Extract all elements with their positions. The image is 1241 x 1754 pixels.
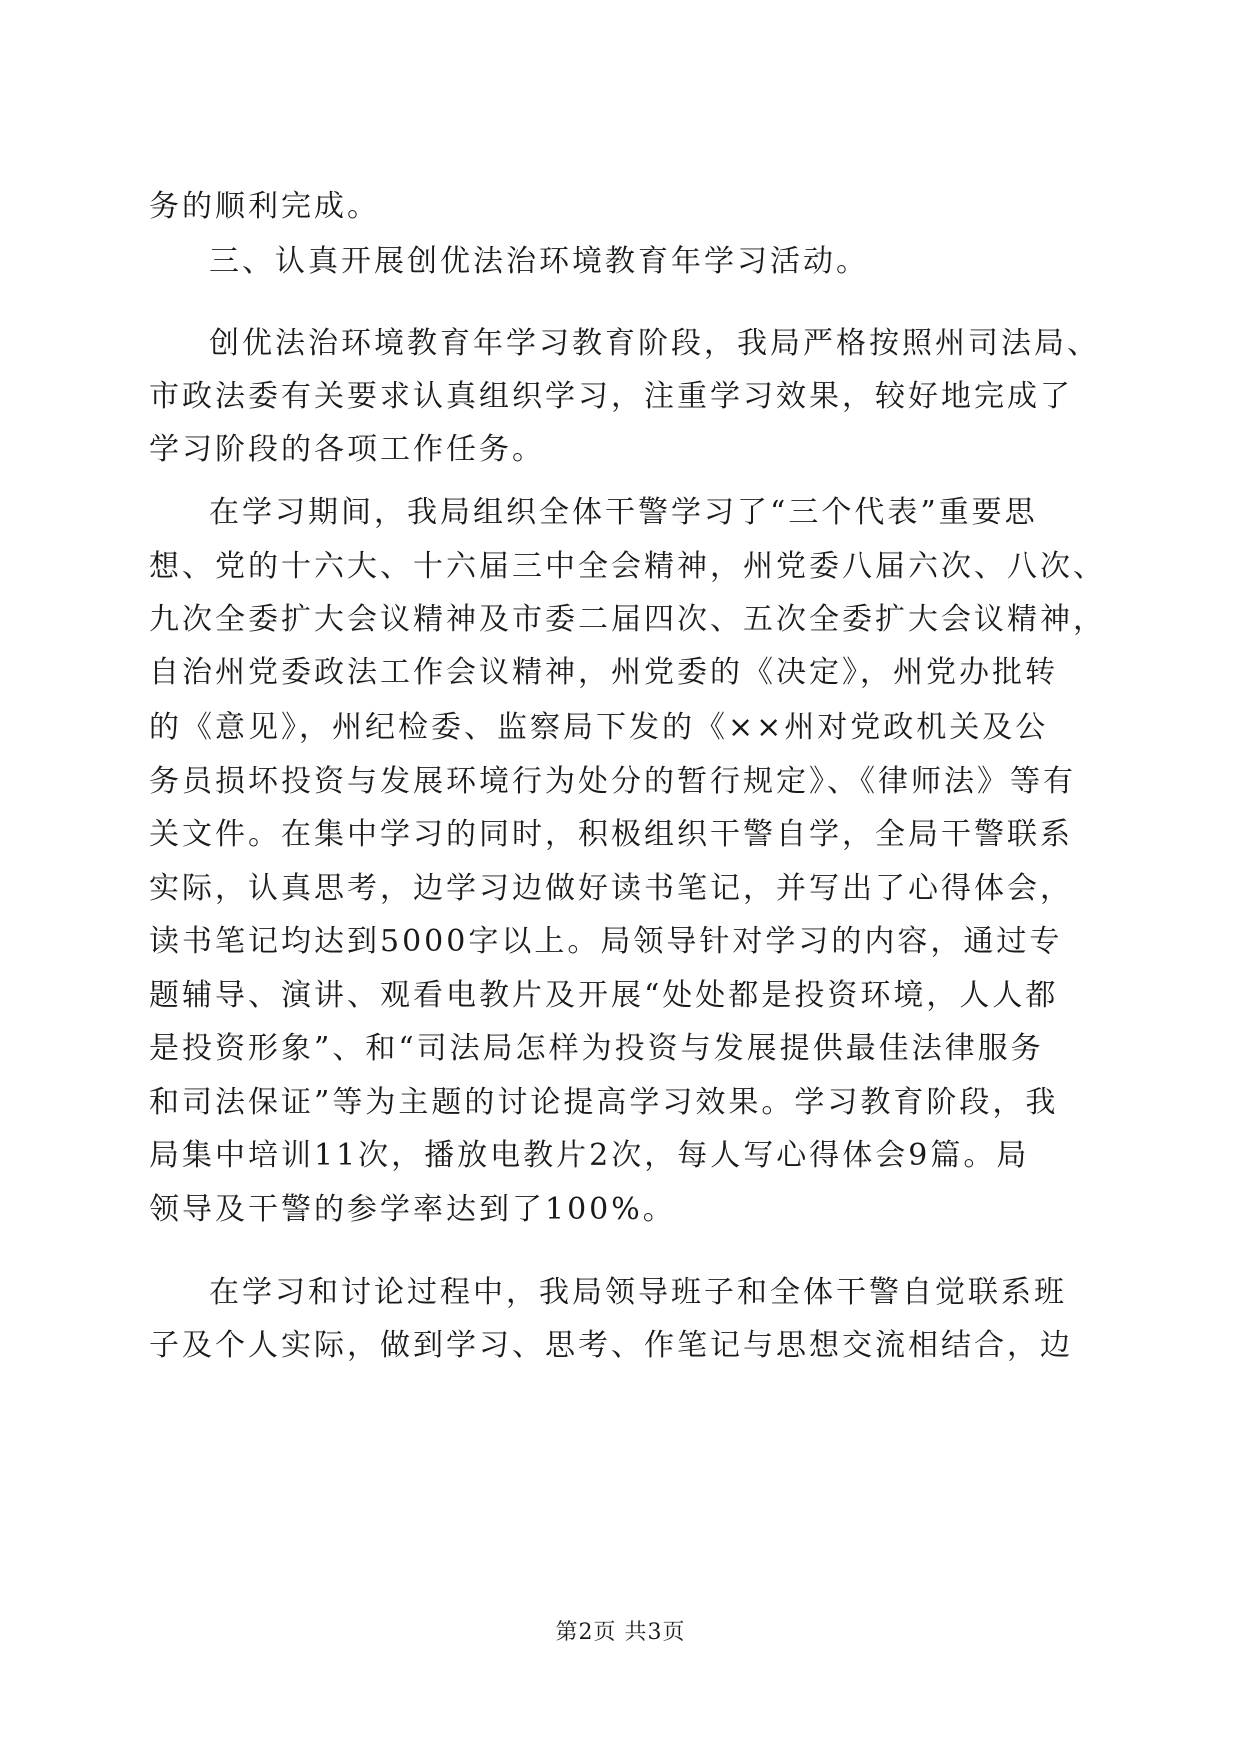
text-line: 自治州党委政法工作会议精神，州党委的《决定》，州党办批转 — [149, 655, 1058, 690]
text-line: 领导及干警的参学率达到了100%。 — [149, 1192, 676, 1227]
text-line: 九次全委扩大会议精神及市委二届四次、五次全委扩大会议精神， — [149, 602, 1106, 637]
text-line: 学习阶段的各项工作任务。 — [149, 432, 545, 467]
text-line: 关文件。在集中学习的同时，积极组织干警自学，全局干警联系 — [149, 817, 1073, 852]
text-line: 读书笔记均达到5000字以上。局领导针对学习的内容，通过专 — [149, 924, 1063, 959]
text-line: 创优法治环境教育年学习教育阶段，我局严格按照州司法局、 — [209, 326, 1100, 361]
text-line: 题辅导、演讲、观看电教片及开展“处处都是投资环境，人人都 — [149, 978, 1059, 1013]
text-line: 在学习和讨论过程中，我局领导班子和全体干警自觉联系班 — [209, 1275, 1067, 1310]
text-line: 的《意见》，州纪检委、监察局下发的《××州对党政机关及公 — [149, 710, 1049, 745]
section-heading: 三、认真开展创优法治环境教育年学习活动。 — [209, 244, 869, 279]
text-line: 务的顺利完成。 — [149, 189, 380, 224]
page-number-footer: 第2页 共3页 — [555, 1620, 686, 1645]
text-line: 市政法委有关要求认真组织学习，注重学习效果，较好地完成了 — [149, 379, 1073, 414]
text-line: 在学习期间，我局组织全体干警学习了“三个代表”重要思 — [209, 495, 1038, 530]
text-line: 子及个人实际，做到学习、思考、作笔记与思想交流相结合，边 — [149, 1328, 1073, 1363]
text-line: 是投资形象”、和“司法局怎样为投资与发展提供最佳法律服务 — [149, 1031, 1044, 1066]
text-line: 局集中培训11次，播放电教片2次，每人写心得体会9篇。局 — [149, 1138, 1030, 1173]
text-line: 想、党的十六大、十六届三中全会精神，州党委八届六次、八次、 — [149, 549, 1106, 584]
text-line: 实际，认真思考，边学习边做好读书笔记，并写出了心得体会， — [149, 871, 1073, 906]
text-line: 务员损坏投资与发展环境行为处分的暂行规定》、《律师法》等有 — [149, 764, 1076, 799]
text-line: 和司法保证”等为主题的讨论提高学习效果。学习教育阶段，我 — [149, 1085, 1059, 1120]
